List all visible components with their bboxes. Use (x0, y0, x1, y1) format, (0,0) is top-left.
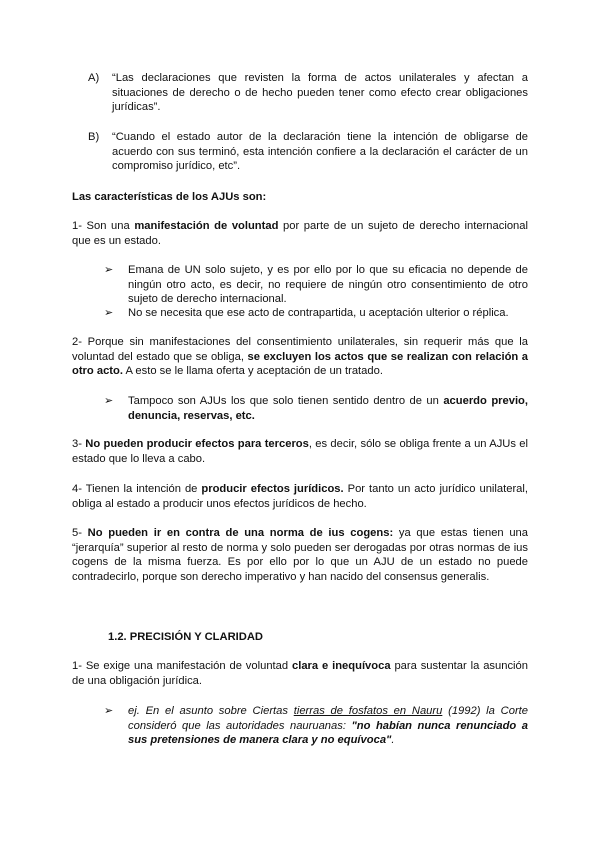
arrow-bullet-icon: ➢ (104, 264, 114, 276)
example-text (128, 704, 528, 748)
bold-text: clara e inequívoca (292, 660, 391, 672)
bullet-item (104, 263, 528, 307)
text: 2- Porque sin manifestaciones del consentimiento unilaterales, sin requerir más que la voluntad del estado que se obliga, (72, 336, 528, 363)
text: para sustentar la asunción de una obligación jurídica. (72, 660, 528, 687)
bold-text: acuerdo previo, denuncia, reservas, etc. (128, 395, 528, 422)
text: Por tanto un acto jurídico unilateral, obliga al estado a producir unos efectos jurídicos de hecho. (72, 483, 528, 510)
bullet-item (104, 394, 528, 423)
text: 5- (72, 527, 88, 539)
characteristics-heading: Las características de los AJUs son: (72, 191, 267, 203)
bullet-text: Emana de UN solo sujeto, y es por ello por lo que su eficacia no depende de ningún otro acto, es decir, no requiere de ningún otro consentimiento de otro sujeto de derecho internacional. (128, 264, 528, 305)
text: 1- Son una (72, 220, 135, 232)
bold-text: se excluyen los actos que se realizan con relación a otro acto. (72, 350, 528, 377)
text: 3- (72, 438, 86, 450)
arrow-bullet-icon: ➢ (104, 395, 114, 407)
paragraph-3 (72, 437, 528, 466)
section-heading: 1.2. PRECISIÓN Y CLARIDAD (108, 631, 264, 643)
list-marker: B) (88, 131, 100, 143)
text: A esto se le llama oferta y aceptación de un tratado. (122, 365, 383, 377)
list-text: “Las declaraciones que revisten la forma de actos unilaterales y afectan a situaciones de derecho o de hecho pueden tener como efecto crear obligaciones jurídicas”. (112, 72, 528, 113)
text: Tampoco son AJUs los que solo tienen sentido dentro de un (128, 395, 444, 407)
list-text: “Cuando el estado autor de la declaración tiene la intención de obligarse de acuerdo con sus terminó, esta intención confiere a la declaración el carácter de un compromiso jurídico, etc”. (112, 131, 528, 172)
bullet-item (104, 306, 528, 321)
arrow-bullet-icon: ➢ (104, 705, 114, 717)
bold-text: "no habían nunca renunciado a sus pretensiones de manera clara y no equívoca" (128, 719, 528, 746)
list-item-b (88, 130, 528, 174)
paragraph-4 (72, 482, 528, 511)
paragraph-6 (72, 659, 528, 688)
bold-text: No pueden ir en contra de una norma de ius cogens: (87, 527, 394, 539)
text: 1- Se exige una manifestación de voluntad (72, 660, 292, 672)
bullet-text (128, 394, 528, 423)
text: . (391, 734, 395, 746)
paragraph-2 (72, 335, 528, 379)
list-marker: A) (88, 72, 100, 84)
underlined-text: tierras de fosfatos en Nauru (293, 705, 443, 717)
text: (1992) la Corte consideró que las autoridades nauruanas: (128, 705, 528, 732)
bold-text: manifestación de voluntad (134, 220, 279, 232)
bold-text: producir efectos jurídicos. (201, 483, 344, 495)
text: ej. En el asunto sobre Ciertas (128, 705, 294, 717)
bullet-item (104, 704, 528, 748)
bold-text: No pueden producir efectos para terceros (85, 438, 309, 450)
arrow-bullet-icon: ➢ (104, 307, 114, 319)
text: 4- Tienen la intención de (72, 483, 202, 495)
text: ya que estas tienen una “jerarquía” superior al resto de norma y solo pueden ser derogadas por otras normas de ius cogens de la misma fuerza. Es por ello por lo que un AJU de un estado no puede contradecirlo, porque son derecho imperativo y han nacido del consensus generalis. (72, 527, 528, 583)
list-item-a (88, 71, 528, 115)
paragraph-5 (72, 526, 528, 584)
paragraph-1 (72, 219, 528, 248)
text: , es decir, sólo se obliga frente a un AJUs el estado que lo lleva a cabo. (72, 438, 528, 465)
text: por parte de un sujeto de derecho internacional que es un estado. (72, 220, 528, 247)
bullet-text: No se necesita que ese acto de contrapartida, u aceptación ulterior o réplica. (128, 307, 509, 319)
